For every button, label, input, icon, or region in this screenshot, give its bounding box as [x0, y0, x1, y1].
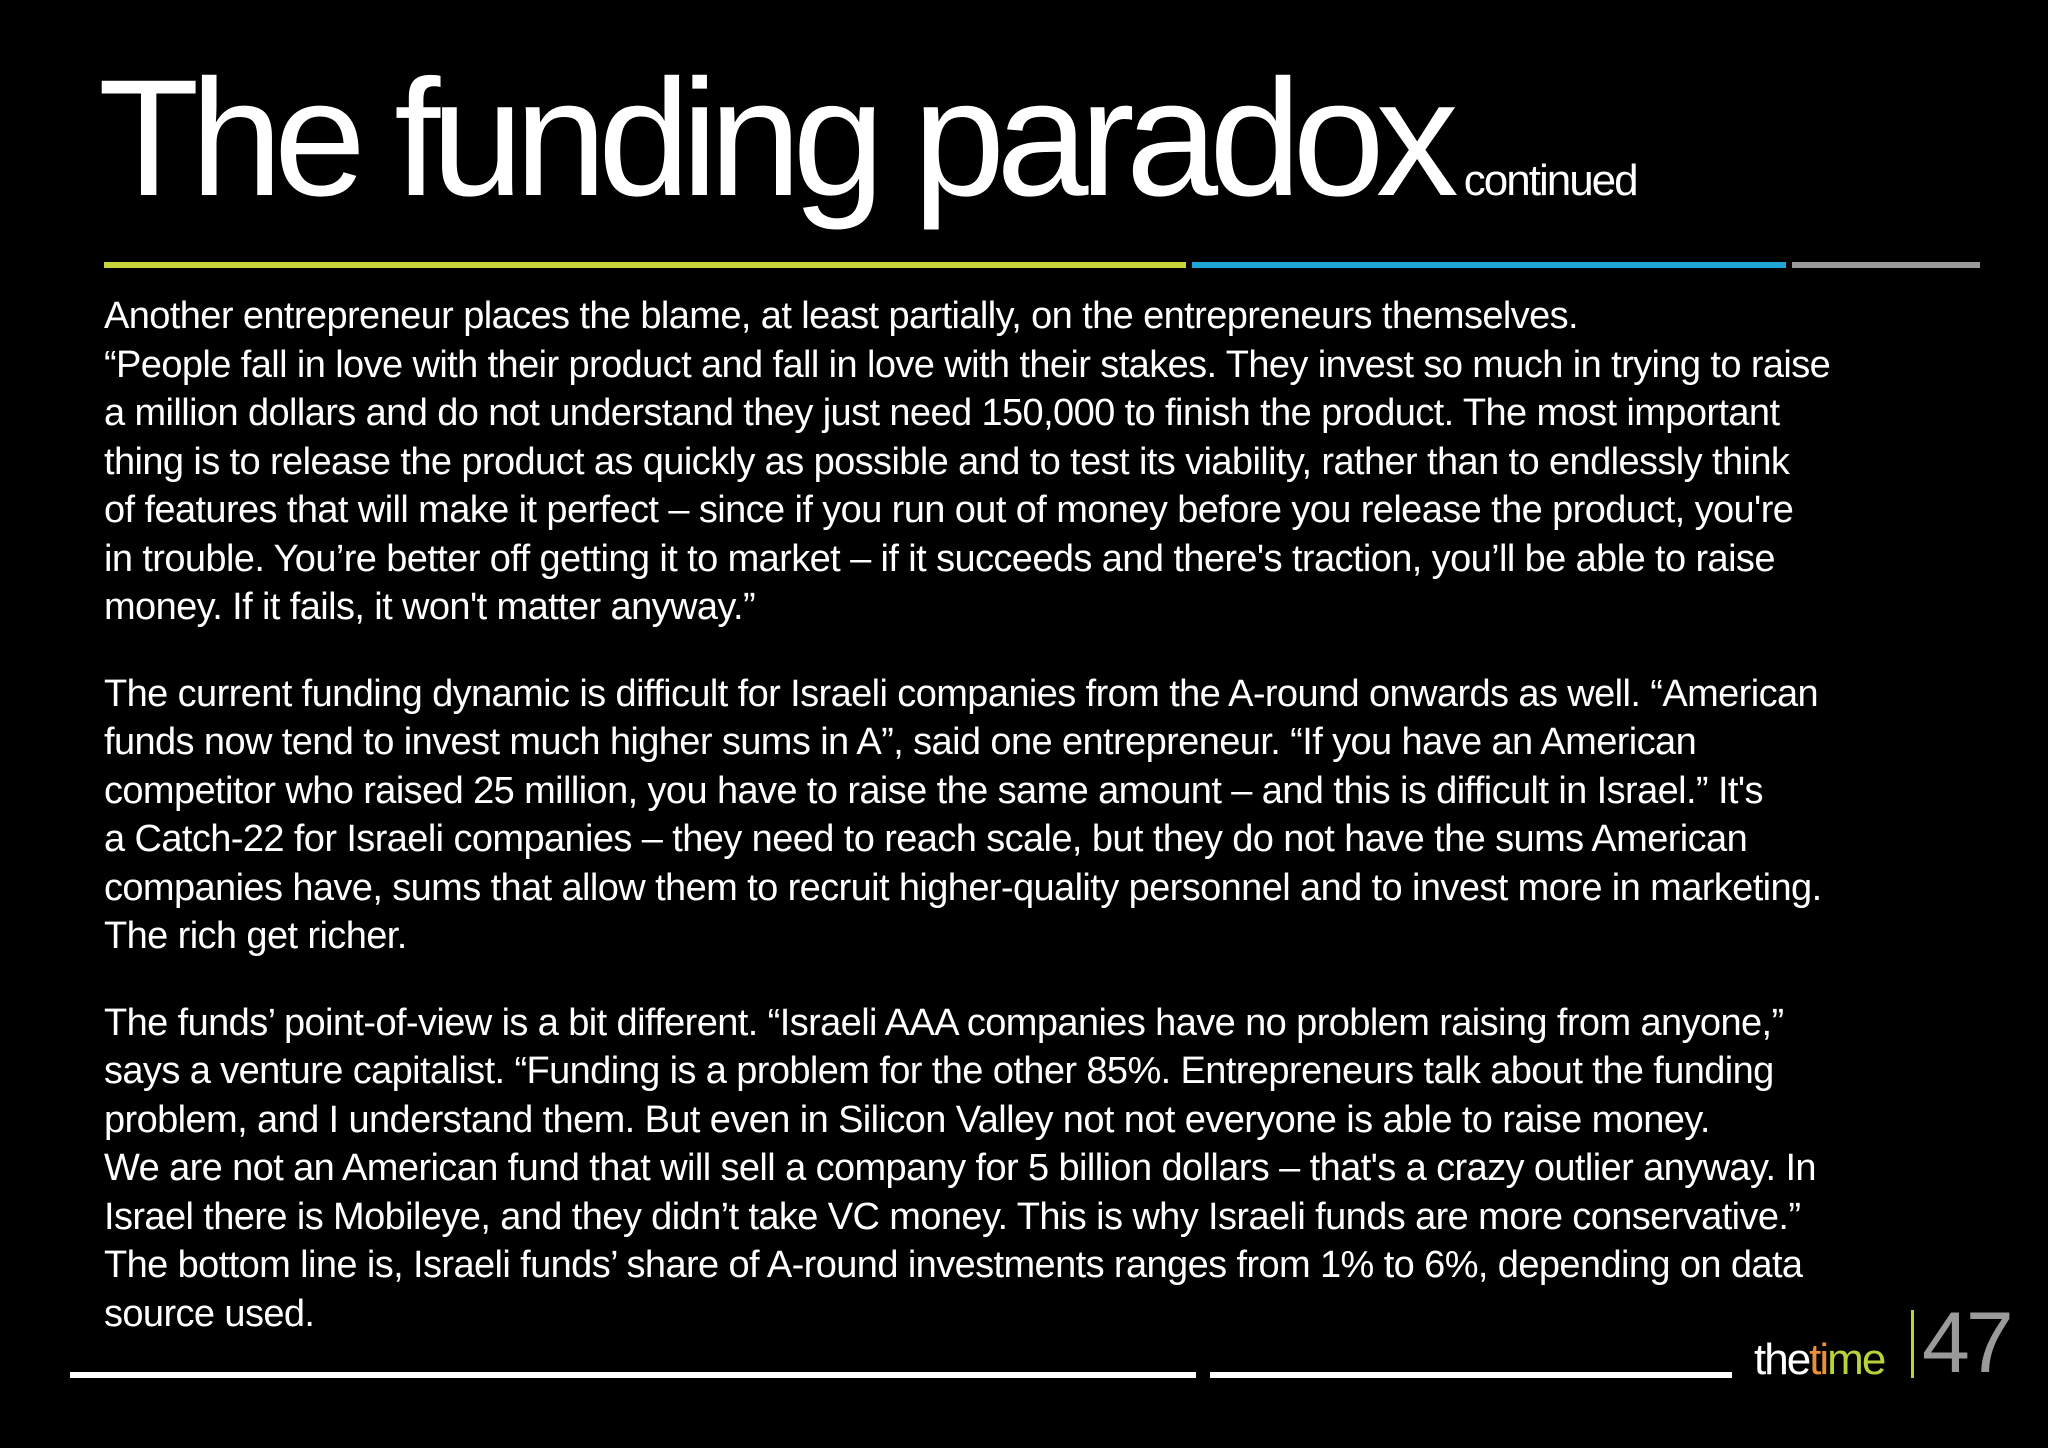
- thetime-logo: [1754, 1335, 1885, 1384]
- paragraph-1: Another entrepreneur places the blame, at least partially, on the entrepreneurs themselves. “People fall in love with their product and fall in love with their stakes. They invest so much in trying to raise a million dollars and do not understand they just need 150,000 to finish the product. The most important thing is to release the product as quickly as possible and to test its viability, rather than to endlessly think of features that will make it perfect – since if you run out of money before you release the product, you're in trouble. You’re better off getting it to market – if it succeeds and there's traction, you’ll be able to raise money. If it fails, it won't matter anyway.”: [104, 295, 1831, 628]
- footer-rule-right: [1210, 1372, 1732, 1378]
- page-number: 47: [1922, 1295, 2010, 1391]
- header-rule-blue: [1192, 262, 1786, 268]
- logo-ti: ti: [1809, 1335, 1828, 1384]
- paragraph-2: The current funding dynamic is difficult for Israeli companies from the A-round onwards as well. “American funds now tend to invest much higher sums in A”, said one entrepreneur. “If you have an American competitor who raised 25 million, you have to raise the same amount – and this is difficult in Israel.” It's a Catch-22 for Israeli companies – they need to reach scale, but they do not have the sums American companies have, sums that allow them to recruit higher-quality personnel and to invest more in marketing. The rich get richer.: [104, 672, 1822, 957]
- article-body: [104, 292, 2004, 1376]
- header-rule-gray: [1792, 262, 1980, 268]
- paragraph-3: The funds’ point-of-view is a bit different. “Israeli AAA companies have no problem raising from anyone,” says a venture capitalist. “Funding is a problem for the other 85%. Entrepreneurs talk about the funding problem, and I understand them. But even in Silicon Valley not not everyone is able to raise money. We are not an American fund that will sell a company for 5 billion dollars – that's a crazy outlier anyway. In Israel there is Mobileye, and they didn’t take VC money. This is why Israeli funds are more conservative.” The bottom line is, Israeli funds’ share of A-round investments ranges from 1% to 6%, depending on data source used.: [104, 1001, 1816, 1335]
- header-rule-green: [104, 262, 1186, 268]
- page-number-divider: [1911, 1310, 1914, 1378]
- logo-the: the: [1754, 1335, 1810, 1384]
- page-title: [98, 46, 1637, 231]
- logo-me: me: [1827, 1335, 1885, 1384]
- title-main: The funding paradox: [98, 46, 1450, 231]
- title-continued: continued: [1463, 156, 1637, 205]
- footer-rule-left: [70, 1372, 1196, 1378]
